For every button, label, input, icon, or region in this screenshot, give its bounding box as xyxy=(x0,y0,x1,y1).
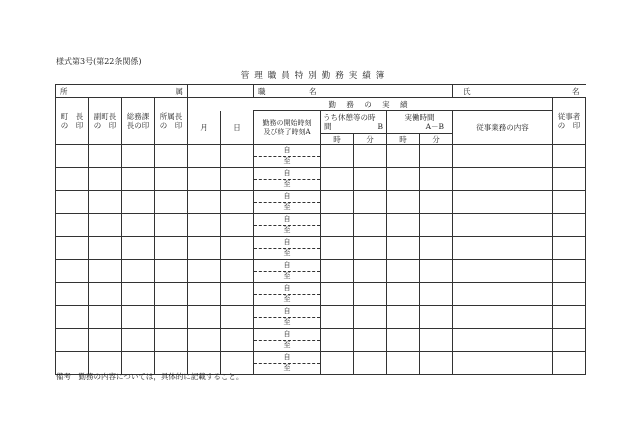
cell-shozokucho-seal[interactable] xyxy=(155,168,188,191)
cell-duty-content[interactable] xyxy=(453,237,553,260)
cell-to-label: 至 xyxy=(254,294,321,306)
cell-actual-minute[interactable] xyxy=(420,329,453,352)
cell-fukuchocho-seal[interactable] xyxy=(89,260,122,283)
cell-month[interactable] xyxy=(188,260,221,283)
cell-rest-hour[interactable] xyxy=(321,145,354,168)
header-duty-content: 従事業務の内容 xyxy=(453,111,553,145)
cell-rest-hour[interactable] xyxy=(321,352,354,375)
header-chocho-seal: 町 長 の 印 xyxy=(56,98,89,145)
cell-somu-seal[interactable] xyxy=(122,306,155,329)
cell-fukuchocho-seal[interactable] xyxy=(89,214,122,237)
cell-to-label: 至 xyxy=(254,340,321,352)
cell-month[interactable] xyxy=(188,306,221,329)
cell-chocho-seal[interactable] xyxy=(56,168,89,191)
footnote: 備考 勤務の内容については，具体的に記載すること。 xyxy=(56,372,244,381)
cell-actual-minute[interactable] xyxy=(420,145,453,168)
header-start-end-time: 勤務の開始時刻 及び終了時刻A xyxy=(254,111,321,145)
cell-somu-seal[interactable] xyxy=(122,145,155,168)
cell-actual-hour[interactable] xyxy=(387,329,420,352)
cell-month[interactable] xyxy=(188,283,221,306)
cell-chocho-seal[interactable] xyxy=(56,283,89,306)
cell-rest-minute[interactable] xyxy=(354,352,387,375)
shozoku-value[interactable] xyxy=(188,85,254,98)
cell-from-label: 自 xyxy=(254,352,321,364)
cell-rest-hour[interactable] xyxy=(321,329,354,352)
cell-rest-hour[interactable] xyxy=(321,237,354,260)
cell-worker-seal[interactable] xyxy=(553,260,586,283)
cell-day[interactable] xyxy=(221,214,254,237)
cell-actual-hour[interactable] xyxy=(387,214,420,237)
header-rest-minute: 分 xyxy=(354,134,387,145)
cell-actual-hour[interactable] xyxy=(387,260,420,283)
header-rest-hour: 時 xyxy=(321,134,354,145)
entry-row xyxy=(56,283,586,295)
cell-somu-seal[interactable] xyxy=(122,329,155,352)
cell-to-label: 至 xyxy=(254,317,321,329)
cell-shozokucho-seal[interactable] xyxy=(155,260,188,283)
cell-actual-minute[interactable] xyxy=(420,260,453,283)
cell-to-label: 至 xyxy=(254,225,321,237)
info-row xyxy=(56,85,586,98)
cell-duty-content[interactable] xyxy=(453,329,553,352)
cell-actual-minute[interactable] xyxy=(420,168,453,191)
cell-from-label: 自 xyxy=(254,283,321,295)
cell-rest-hour[interactable] xyxy=(321,306,354,329)
cell-duty-content[interactable] xyxy=(453,191,553,214)
cell-rest-minute[interactable] xyxy=(354,214,387,237)
header-worker-seal: 従事者 の 印 xyxy=(553,98,586,145)
cell-to-label: 至 xyxy=(254,248,321,260)
cell-actual-minute[interactable] xyxy=(420,214,453,237)
header-actual-time: 実働時間 A－B xyxy=(387,111,453,134)
header-row-1 xyxy=(56,98,586,111)
cell-month[interactable] xyxy=(188,237,221,260)
cell-day[interactable] xyxy=(221,283,254,306)
cell-day[interactable] xyxy=(221,329,254,352)
cell-chocho-seal[interactable] xyxy=(56,260,89,283)
cell-day[interactable] xyxy=(221,168,254,191)
cell-from-label: 自 xyxy=(254,237,321,249)
header-shozokucho-seal: 所属長 の 印 xyxy=(155,98,188,145)
cell-to-label: 至 xyxy=(254,156,321,168)
cell-duty-content[interactable] xyxy=(453,352,553,375)
header-kinmu-jisseki: 勤 務 の 実 績 xyxy=(188,98,553,111)
form-number: 様式第3号(第22条関係) xyxy=(56,57,142,66)
cell-shozokucho-seal[interactable] xyxy=(155,145,188,168)
cell-worker-seal[interactable] xyxy=(553,191,586,214)
cell-duty-content[interactable] xyxy=(453,145,553,168)
cell-somu-seal[interactable] xyxy=(122,237,155,260)
cell-shozokucho-seal[interactable] xyxy=(155,329,188,352)
cell-rest-minute[interactable] xyxy=(354,329,387,352)
cell-fukuchocho-seal[interactable] xyxy=(89,329,122,352)
cell-somu-seal[interactable] xyxy=(122,283,155,306)
cell-rest-hour[interactable] xyxy=(321,191,354,214)
cell-duty-content[interactable] xyxy=(453,283,553,306)
cell-rest-minute[interactable] xyxy=(354,260,387,283)
cell-month[interactable] xyxy=(188,168,221,191)
cell-actual-hour[interactable] xyxy=(387,352,420,375)
cell-actual-hour[interactable] xyxy=(387,191,420,214)
cell-chocho-seal[interactable] xyxy=(56,329,89,352)
cell-fukuchocho-seal[interactable] xyxy=(89,237,122,260)
entry-row xyxy=(56,329,586,341)
cell-actual-hour[interactable] xyxy=(387,145,420,168)
cell-shozokucho-seal[interactable] xyxy=(155,283,188,306)
cell-worker-seal[interactable] xyxy=(553,306,586,329)
cell-actual-minute[interactable] xyxy=(420,306,453,329)
cell-duty-content[interactable] xyxy=(453,260,553,283)
cell-day[interactable] xyxy=(221,306,254,329)
header-somu-seal: 総務課 長の印 xyxy=(122,98,155,145)
cell-shozokucho-seal[interactable] xyxy=(155,306,188,329)
cell-rest-minute[interactable] xyxy=(354,306,387,329)
entry-row xyxy=(56,214,586,226)
cell-to-label: 至 xyxy=(254,271,321,283)
cell-somu-seal[interactable] xyxy=(122,191,155,214)
cell-duty-content[interactable] xyxy=(453,168,553,191)
cell-actual-minute[interactable] xyxy=(420,191,453,214)
cell-fukuchocho-seal[interactable] xyxy=(89,168,122,191)
cell-to-label: 至 xyxy=(254,363,321,375)
header-day: 日 xyxy=(221,111,254,145)
shokumei-value[interactable] xyxy=(321,85,453,98)
cell-shozokucho-seal[interactable] xyxy=(155,214,188,237)
cell-chocho-seal[interactable] xyxy=(56,237,89,260)
cell-to-label: 至 xyxy=(254,179,321,191)
cell-day[interactable] xyxy=(221,191,254,214)
cell-day[interactable] xyxy=(221,260,254,283)
header-actual-minute: 分 xyxy=(420,134,453,145)
cell-somu-seal[interactable] xyxy=(122,168,155,191)
cell-month[interactable] xyxy=(188,191,221,214)
cell-duty-content[interactable] xyxy=(453,306,553,329)
cell-worker-seal[interactable] xyxy=(553,329,586,352)
header-actual-hour: 時 xyxy=(387,134,420,145)
cell-somu-seal[interactable] xyxy=(122,260,155,283)
cell-from-label: 自 xyxy=(254,214,321,226)
entry-row xyxy=(56,306,586,318)
shozoku-label: 所 属 xyxy=(56,85,188,98)
form-title: 管理職員特別勤務実績簿 xyxy=(240,71,390,81)
cell-actual-hour[interactable] xyxy=(387,306,420,329)
cell-chocho-seal[interactable] xyxy=(56,306,89,329)
entry-row xyxy=(56,260,586,272)
shokumei-label: 職 名 xyxy=(254,85,321,98)
shimei-label: 氏 名 xyxy=(453,85,586,98)
cell-month[interactable] xyxy=(188,329,221,352)
cell-worker-seal[interactable] xyxy=(553,168,586,191)
attendance-record-table xyxy=(55,84,586,375)
cell-month[interactable] xyxy=(188,214,221,237)
cell-from-label: 自 xyxy=(254,306,321,318)
cell-day[interactable] xyxy=(221,145,254,168)
cell-from-label: 自 xyxy=(254,145,321,157)
cell-actual-hour[interactable] xyxy=(387,168,420,191)
cell-from-label: 自 xyxy=(254,260,321,272)
entry-row xyxy=(56,191,586,203)
cell-actual-minute[interactable] xyxy=(420,352,453,375)
cell-worker-seal[interactable] xyxy=(553,352,586,375)
cell-day[interactable] xyxy=(221,237,254,260)
cell-fukuchocho-seal[interactable] xyxy=(89,306,122,329)
cell-rest-hour[interactable] xyxy=(321,168,354,191)
cell-from-label: 自 xyxy=(254,168,321,180)
cell-duty-content[interactable] xyxy=(453,214,553,237)
cell-to-label: 至 xyxy=(254,202,321,214)
header-month: 月 xyxy=(188,111,221,145)
entry-row xyxy=(56,352,586,364)
cell-actual-hour[interactable] xyxy=(387,283,420,306)
cell-from-label: 自 xyxy=(254,191,321,203)
cell-fukuchocho-seal[interactable] xyxy=(89,191,122,214)
cell-rest-hour[interactable] xyxy=(321,214,354,237)
cell-rest-minute[interactable] xyxy=(354,191,387,214)
cell-somu-seal[interactable] xyxy=(122,214,155,237)
cell-rest-hour[interactable] xyxy=(321,283,354,306)
cell-actual-hour[interactable] xyxy=(387,237,420,260)
cell-rest-minute[interactable] xyxy=(354,237,387,260)
cell-rest-hour[interactable] xyxy=(321,260,354,283)
cell-actual-minute[interactable] xyxy=(420,283,453,306)
cell-chocho-seal[interactable] xyxy=(56,145,89,168)
entry-row xyxy=(56,145,586,157)
header-rest-time: うち休憩等の時 間 B xyxy=(321,111,387,134)
cell-fukuchocho-seal[interactable] xyxy=(89,283,122,306)
cell-fukuchocho-seal[interactable] xyxy=(89,145,122,168)
entry-row xyxy=(56,168,586,180)
cell-month[interactable] xyxy=(188,145,221,168)
cell-worker-seal[interactable] xyxy=(553,145,586,168)
cell-worker-seal[interactable] xyxy=(553,214,586,237)
header-fukuchocho-seal: 副町長 の 印 xyxy=(89,98,122,145)
cell-rest-minute[interactable] xyxy=(354,168,387,191)
entry-row xyxy=(56,237,586,249)
cell-shozokucho-seal[interactable] xyxy=(155,237,188,260)
cell-chocho-seal[interactable] xyxy=(56,191,89,214)
cell-from-label: 自 xyxy=(254,329,321,341)
cell-chocho-seal[interactable] xyxy=(56,214,89,237)
cell-worker-seal[interactable] xyxy=(553,237,586,260)
cell-rest-minute[interactable] xyxy=(354,145,387,168)
cell-actual-minute[interactable] xyxy=(420,237,453,260)
cell-rest-minute[interactable] xyxy=(354,283,387,306)
cell-worker-seal[interactable] xyxy=(553,283,586,306)
cell-shozokucho-seal[interactable] xyxy=(155,191,188,214)
